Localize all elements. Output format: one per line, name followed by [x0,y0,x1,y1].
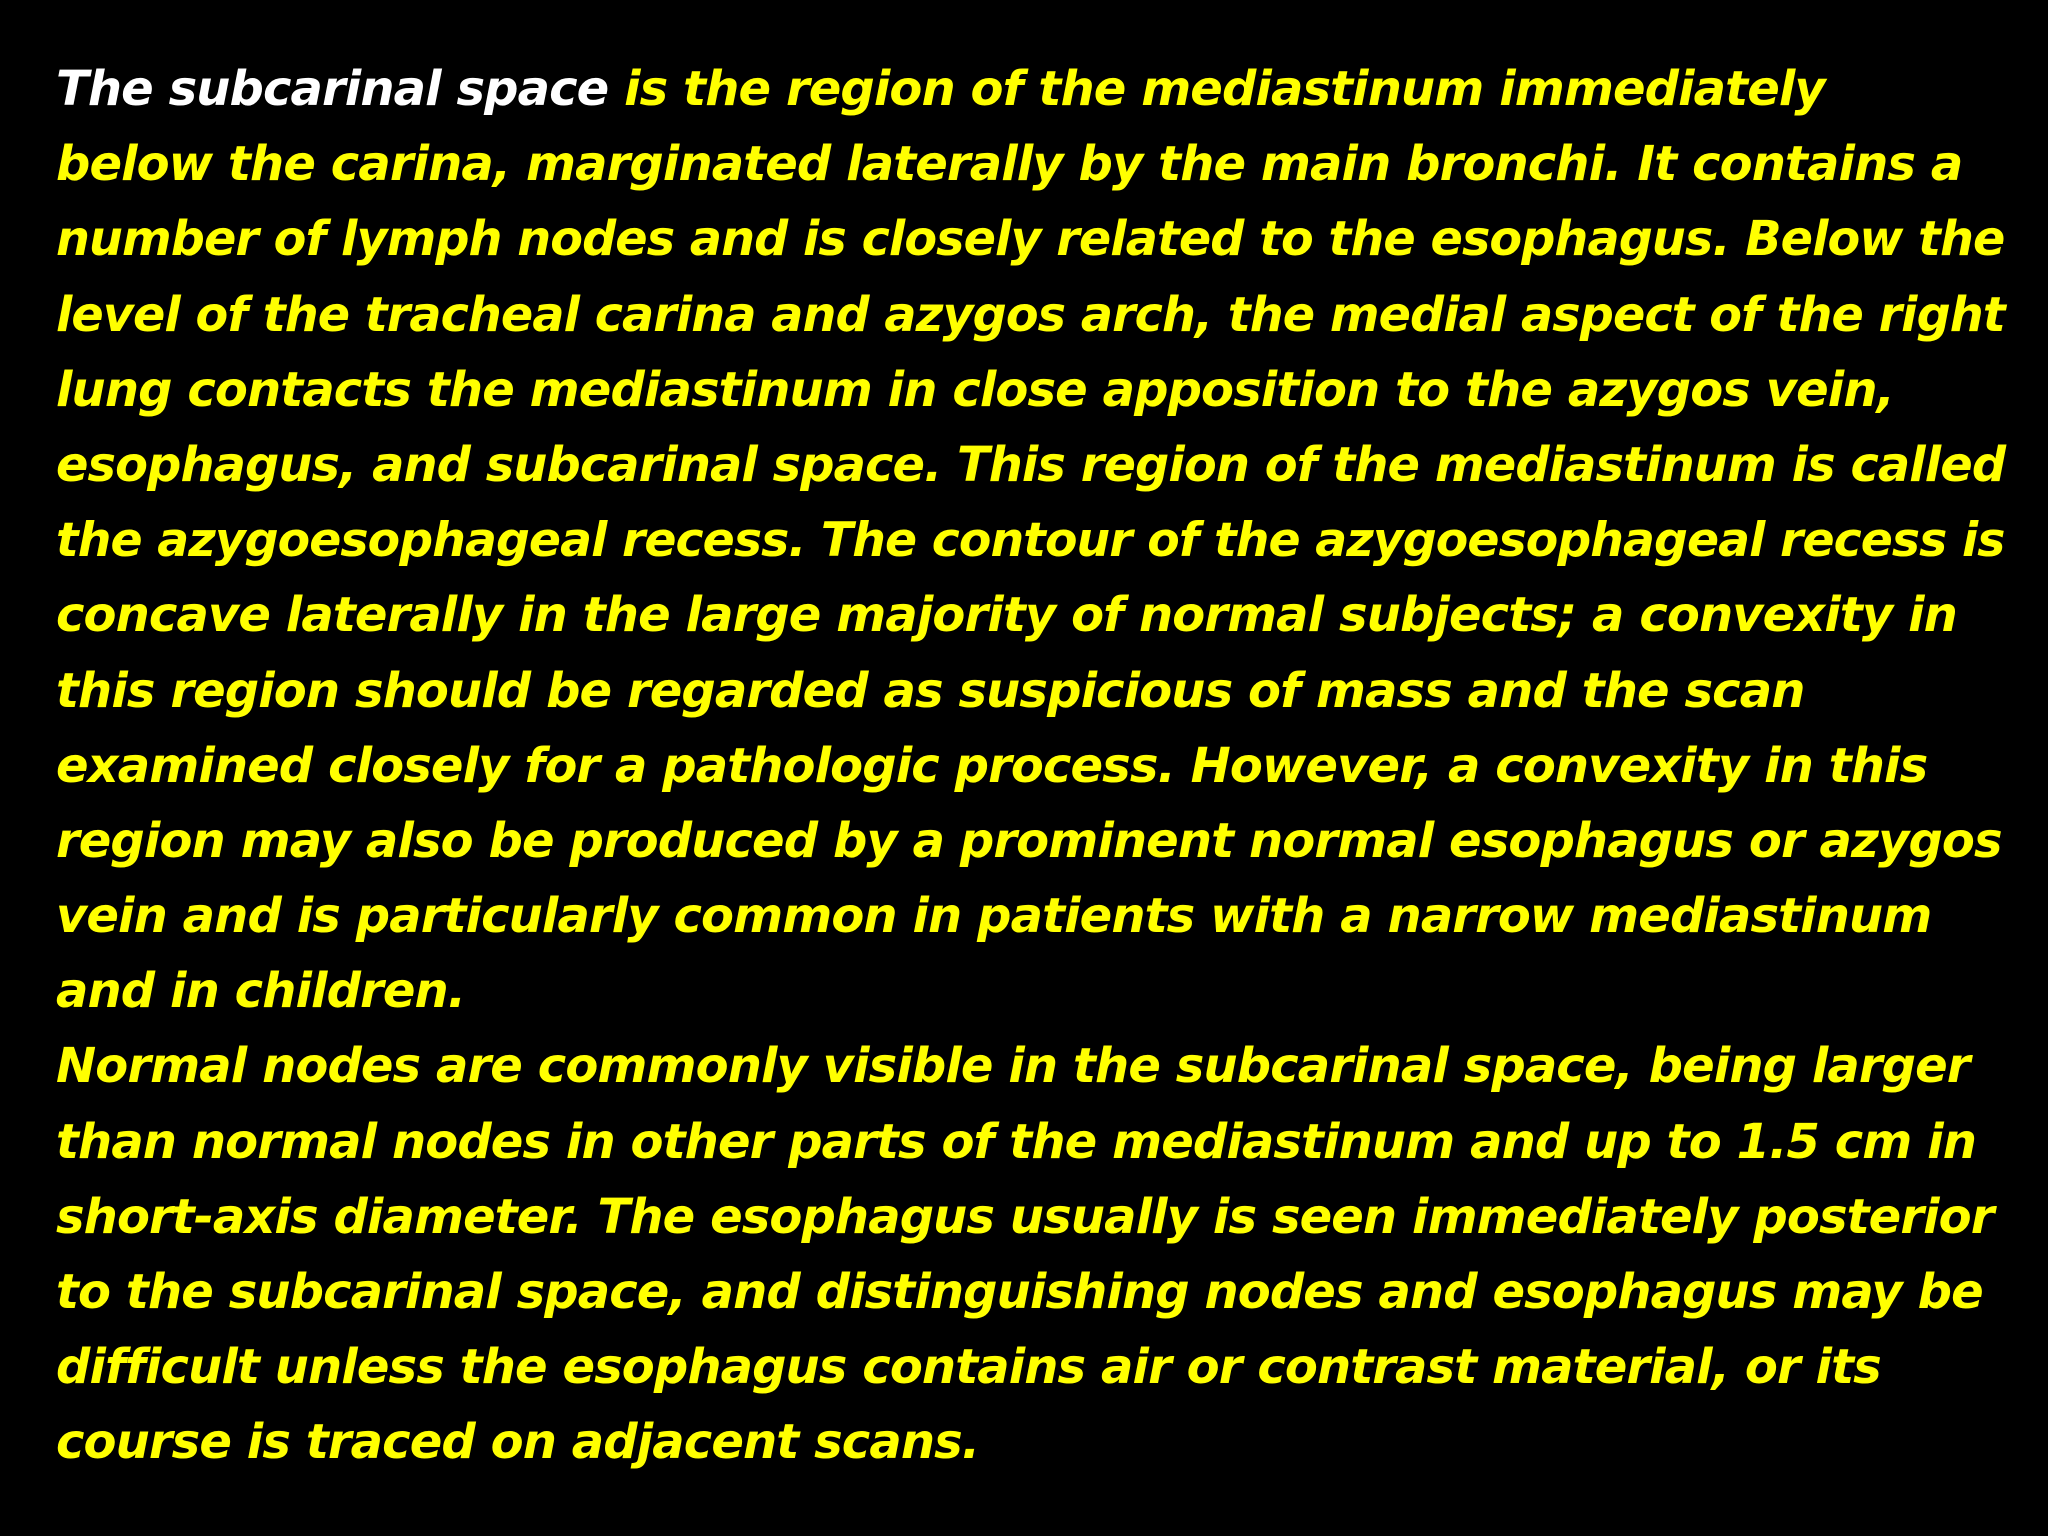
text-line: course is traced on adjacent scans. [56,1414,980,1471]
text-line: vein and is particularly common in patients with a narrow mediastinum [56,888,1932,945]
text-line: lung contacts the mediastinum in close apposition to the azygos vein, [56,361,1894,418]
text-line: concave laterally in the large majority of normal subjects; a convexity in [56,587,1957,644]
text-line: the azygoesophageal recess. The contour of the azygoesophageal recess is [56,513,2005,569]
text-line: than normal nodes in other parts of the mediastinum and up to 1.5 cm in [56,1113,1977,1170]
line-text: is the region of the mediastinum immediately [608,61,1825,117]
text-line: region may also be produced by a prominent normal esophagus or azygos [56,812,2002,869]
text-line: esophagus, and subcarinal space. This region of the mediastinum is called [56,437,2006,493]
lead-term: The subcarinal space [56,61,609,117]
text-line: Normal nodes are commonly visible in the subcarinal space, being larger [56,1038,1970,1095]
text-line: level of the tracheal carina and azygos arch, the medial aspect of the right [56,287,2005,343]
text-line [56,52,2006,127]
text-line: difficult unless the esophagus contains air or contrast material, or its [56,1339,1881,1396]
text-line: short-axis diameter. The esophagus usually is seen immediately posterior [56,1188,1994,1245]
slide-text [56,52,2006,1481]
text-line: this region should be regarded as suspicious of mass and the scan [56,662,1805,719]
text-line: examined closely for a pathologic process. However, a convexity in this [56,737,1928,794]
text-line: and in children. [56,963,466,1020]
text-line: to the subcarinal space, and distinguishing nodes and esophagus may be [56,1264,1983,1320]
text-line: below the carina, marginated laterally by the main bronchi. It contains a [56,136,1963,193]
text-line: number of lymph nodes and is closely related to the esophagus. Below the [56,212,2005,268]
